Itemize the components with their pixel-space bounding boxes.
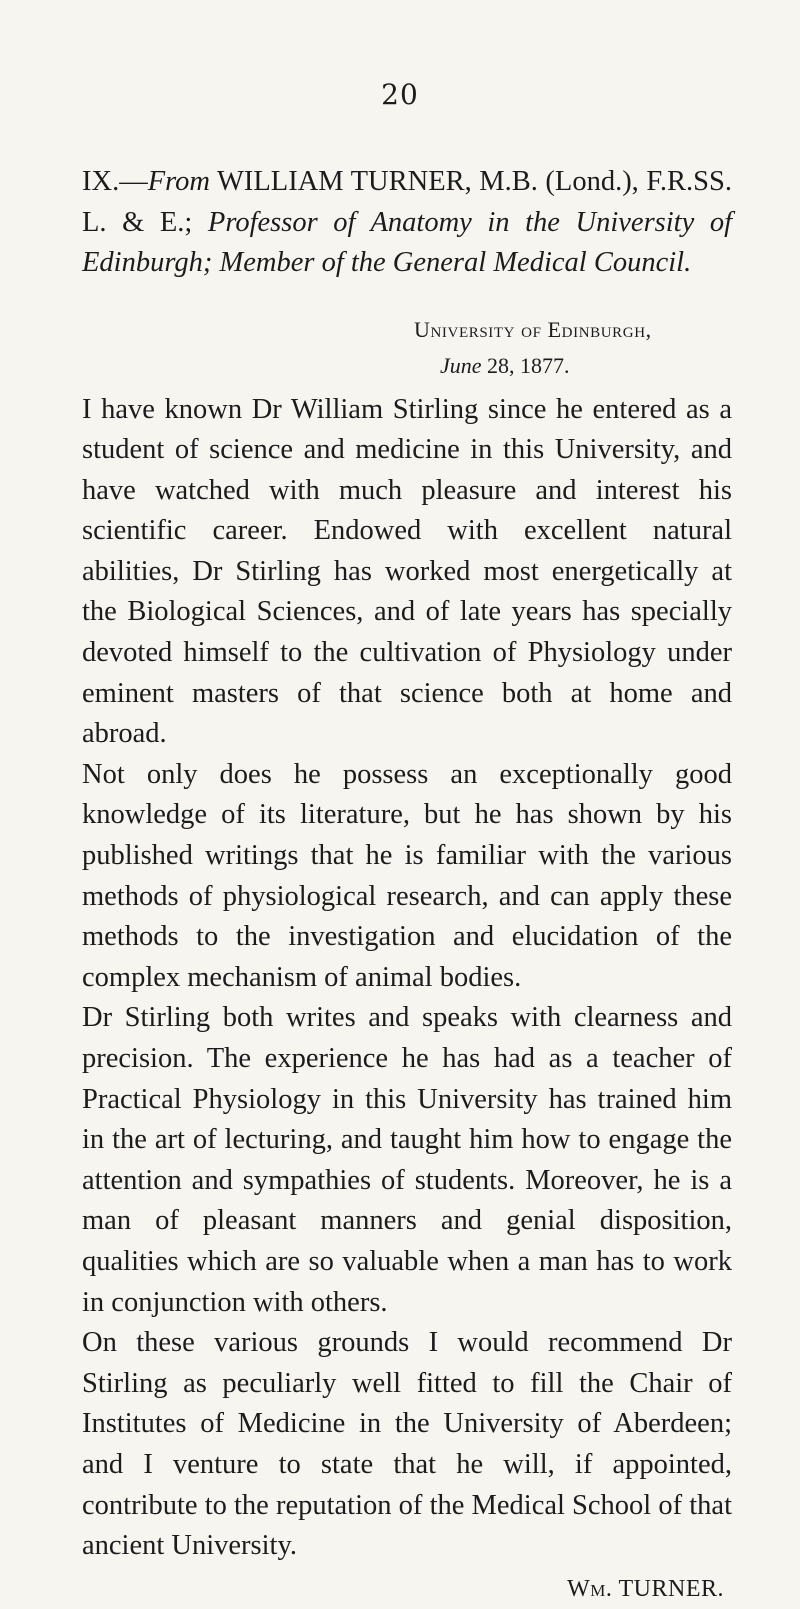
heading-from: From — [147, 166, 210, 197]
paragraph-3: Dr Stirling both writes and speaks with clearness and precision. The experience he has had as a teacher of Practical Physiology in this University has trained him in the art of lecturing, and taught him how to engage the attention and sympathies of students. Moreover, he is a man of pleasant manners and genial disposition, qualities which are so valuable when a man has to work in conjunction with others. — [82, 1002, 732, 1318]
dateline-date — [414, 348, 732, 384]
letter-heading — [82, 162, 732, 284]
dateline-month: June — [440, 352, 482, 378]
signature — [82, 1569, 732, 1609]
dateline-place: University of Edinburgh, — [414, 316, 652, 342]
letter-content — [82, 162, 732, 1609]
dateline — [414, 312, 732, 384]
heading-numeral: IX.— — [82, 166, 148, 197]
heading-author-name: WILLIAM TURNER, M.B. (Lond.), F.R.SS. L. & E.; — [82, 166, 732, 238]
heading-author-title: Professor of Anatomy in the University of Edinburgh; Member of the General Medical Council. — [82, 206, 733, 278]
letter-body — [82, 390, 732, 1567]
paragraph-2: Not only does he possess an exceptionally good knowledge of its literature, but he has shown by his published writings that he is familiar with the various methods of physiological research, and can apply these methods to the investigation and elucidation of the complex mechanism of animal bodies. — [82, 758, 732, 993]
paragraph-4: On these various grounds I would recommend Dr Stirling as peculiarly well fitted to fill the Chair of Institutes of Medicine in the University of Aberdeen; and I venture to state that he will, if appointed, contribute to the reputation of the Medical School of that ancient University. — [82, 1327, 732, 1562]
signature-abbrev: Wm. — [567, 1575, 613, 1602]
page-number: 20 — [381, 78, 419, 111]
paragraph-1: I have known Dr William Stirling since he entered as a student of science and medicine in this University, and have watched with much pleasure and interest his scientific career. Endowed with excellent natural abilities, Dr Stirling has worked most energetically at the Biological Sciences, and of late years has specially devoted himself to the cultivation of Physiology under eminent masters of that science both at home and abroad. — [82, 393, 732, 750]
signature-surname: TURNER. — [612, 1575, 724, 1602]
dateline-day-year: 28, 1877. — [481, 352, 570, 378]
